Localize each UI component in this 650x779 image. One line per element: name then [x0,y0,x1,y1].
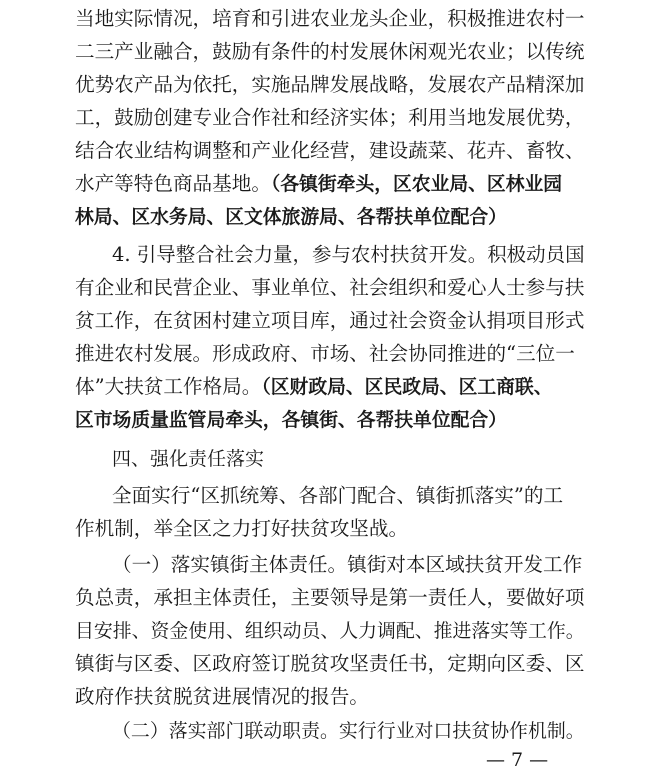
subsection-2-first-line: （二）落实部门联动职责。实行行业对口扶贫协作机制。 [112,720,585,742]
body-line-21: 政府作扶贫脱贫进展情况的报告。 [75,685,369,708]
body-line-10: 贫工作，在贫困村建立项目库，通过社会资金认捐项目形式 [75,309,585,332]
body-line-9: 有企业和民营企业、事业单位、社会组织和爱心人士参与扶 [75,276,585,299]
body-line-11: 推进农村发展。形成政府、市场、社会协同推进的“三位一 [75,342,575,365]
subsection-1-first-line: （一）落实镇街主体责任。镇街对本区域扶贫开发工作 [112,553,583,576]
page-number: — 7 — [486,749,549,771]
body-line-1: 当地实际情况，培育和引进农业龙头企业，积极推进农村一 [75,7,585,30]
body-line-15: 全面实行“区抓统筹、各部门配合、镇街抓落实”的工 [112,484,564,507]
body-line-2: 二三产业融合，鼓励有条件的村发展休闲观光农业；以传统 [75,40,585,63]
body-line-13: 区市场质量监管局牵头，各镇街、各帮扶单位配合） [75,410,507,431]
body-line-20: 镇街与区委、区政府签订脱贫攻坚责任书，定期向区委、区 [75,652,585,675]
body-line-16: 作机制，举全区之力打好扶贫攻坚战。 [75,517,409,540]
body-line-7: 林局、区水务局、区文体旅游局、各帮扶单位配合） [75,207,507,228]
body-line-12: 体”大扶贫工作格局。（区财政局、区民政局、区工商联、 [75,375,553,398]
body-line-6: 水产等特色商品基地。（各镇街牵头，区农业局、区林业园 [75,172,563,195]
body-line-3: 优势农产品为依托，实施品牌发展战略，发展农产品精深加 [75,73,585,96]
body-line-19: 目安排、资金使用、组织动员、人力调配、推进落实等工作。 [75,620,585,642]
body-line-18: 负总责，承担主体责任，主要领导是第一责任人，要做好项 [75,586,585,609]
body-line-5: 结合农业结构调整和产业化经营，建设蔬菜、花卉、畜牧、 [75,139,585,162]
paragraph-4-first-line: 4. 引导整合社会力量，参与农村扶贫开发。积极动员国 [112,243,585,266]
body-line-4: 工，鼓励创建专业合作社和经济实体；利用当地发展优势， [75,106,585,129]
section-heading: 四、强化责任落实 [112,448,265,470]
